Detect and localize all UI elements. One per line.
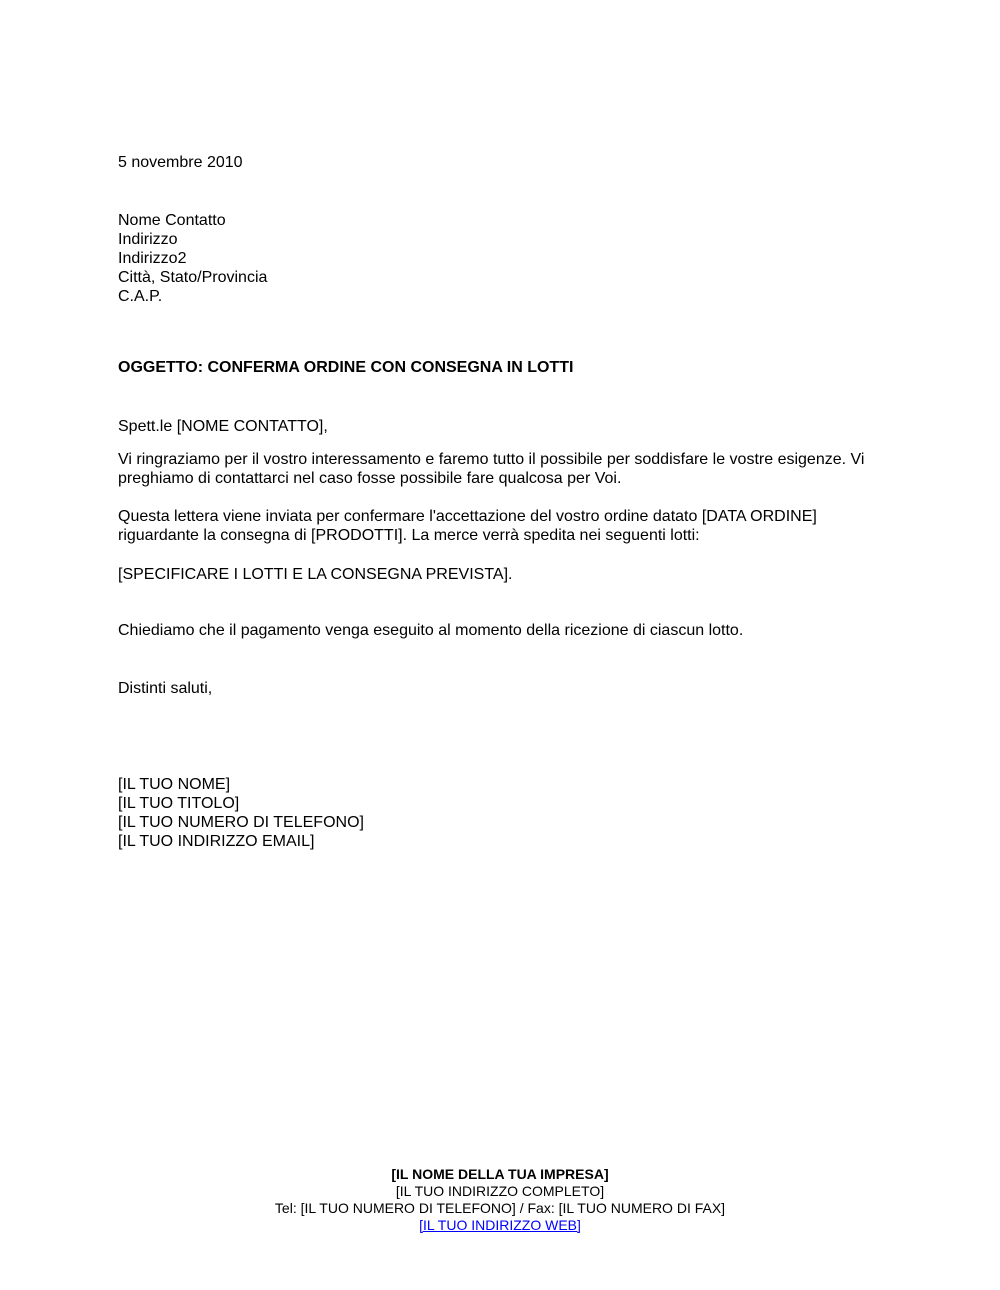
paragraph-payment: Chiediamo che il pagamento venga eseguito al momento della ricezione di ciascun lotto. <box>118 622 744 639</box>
recipient-block <box>118 211 267 306</box>
signature-title: [IL TUO TITOLO] <box>118 795 240 812</box>
website-link[interactable]: [IL TUO INDIRIZZO WEB] <box>419 1217 581 1233</box>
footer-block <box>0 1166 1000 1234</box>
recipient-address1: Indirizzo <box>118 231 178 248</box>
paragraph-lots-placeholder: [SPECIFICARE I LOTTI E LA CONSEGNA PREVISTA]. <box>118 566 513 583</box>
footer-address: [IL TUO INDIRIZZO COMPLETO] <box>395 1183 605 1199</box>
recipient-city-state: Città, Stato/Provincia <box>118 269 268 286</box>
recipient-name: Nome Contatto <box>118 212 226 229</box>
footer-company-name: [IL NOME DELLA TUA IMPRESA] <box>391 1166 609 1182</box>
subject-line: OGGETTO: CONFERMA ORDINE CON CONSEGNA IN LOTTI <box>118 359 574 376</box>
signature-block <box>118 775 364 851</box>
salutation: Spett.le [NOME CONTATTO], <box>118 418 328 435</box>
paragraph-confirmation: Questa lettera viene inviata per confermare l'accettazione del vostro ordine datato [DATA ORDINE] riguardante la consegna di [PRODOTTI]. La merce verrà spedita nei seguenti lotti: <box>118 508 817 544</box>
closing: Distinti saluti, <box>118 680 213 697</box>
signature-email: [IL TUO INDIRIZZO EMAIL] <box>118 833 315 850</box>
letter-date: 5 novembre 2010 <box>118 154 243 171</box>
footer-web-row <box>0 1217 1000 1234</box>
recipient-address2: Indirizzo2 <box>118 250 187 267</box>
footer-tel-fax: Tel: [IL TUO NUMERO DI TELEFONO] / Fax: [IL TUO NUMERO DI FAX] <box>274 1200 726 1216</box>
recipient-postal-code: C.A.P. <box>118 288 163 305</box>
signature-phone: [IL TUO NUMERO DI TELEFONO] <box>118 814 364 831</box>
signature-name: [IL TUO NOME] <box>118 776 231 793</box>
paragraph-thanks: Vi ringraziamo per il vostro interessamento e faremo tutto il possibile per soddisfare le vostre esigenze. Vi preghiamo di contattarci nel caso fosse possibile fare qualcosa per Voi. <box>118 451 865 487</box>
